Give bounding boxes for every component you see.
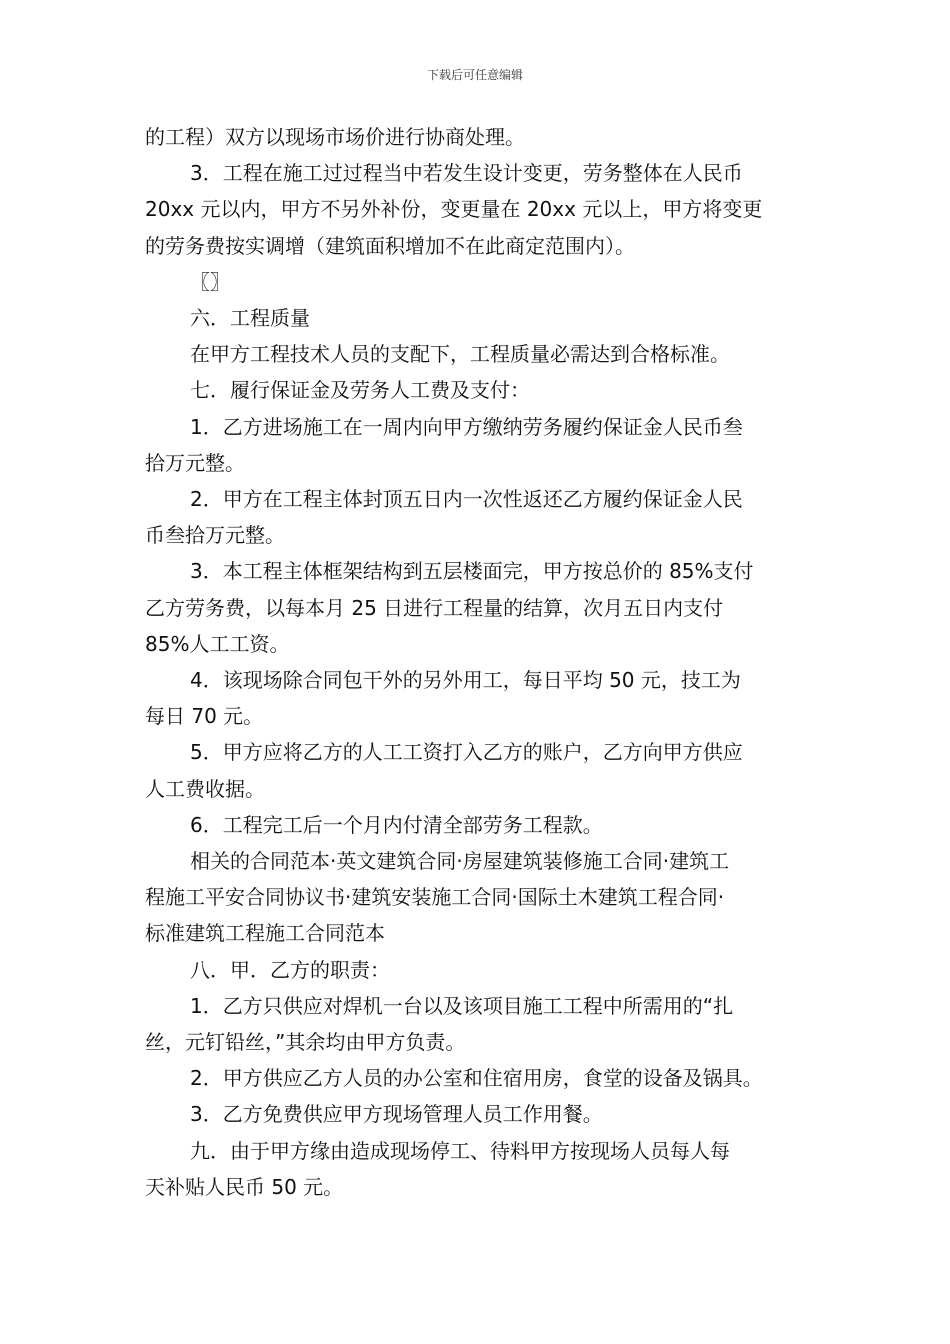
section-heading: 六．工程质量	[190, 306, 310, 331]
text-line: 6．工程完工后一个月内付清全部劳务工程款。	[190, 812, 603, 837]
text-line: 程施工平安合同协议书·建筑安装施工合同·国际土木建筑工程合同·	[145, 885, 725, 910]
text-line: 丝，元钉铅丝，”其余均由甲方负责。	[145, 1030, 466, 1055]
text-line: 20xx 元以内，甲方不另外补份，变更量在 20xx 元以上，甲方将变更	[145, 197, 763, 222]
text-line: 2．甲方在工程主体封顶五日内一次性返还乙方履约保证金人民	[190, 487, 743, 512]
text-line: 相关的合同范本·英文建筑合同·房屋建筑装修施工合同·建筑工	[190, 849, 730, 874]
text-line: 1．乙方进场施工在一周内向甲方缴纳劳务履约保证金人民币叁	[190, 414, 743, 439]
text-line: 乙方劳务费，以每本月 25 日进行工程量的结算，次月五日内支付	[145, 595, 724, 620]
text-line: 5．甲方应将乙方的人工工资打入乙方的账户，乙方向甲方供应	[190, 740, 743, 765]
text-line: 的工程）双方以现场市场价进行协商处理。	[145, 125, 525, 149]
text-line: 在甲方工程技术人员的支配下，工程质量必需达到合格标准。	[190, 342, 730, 367]
text-line: 2．甲方供应乙方人员的办公室和住宿用房，食堂的设备及锅具。	[190, 1066, 763, 1091]
text-line: 3．工程在施工过过程当中若发生设计变更，劳务整体在人民币	[190, 161, 743, 186]
text-line: 85%人工工资。	[145, 631, 290, 656]
text-line: 1．乙方只供应对焊机一台以及该项目施工工程中所需用的“扎	[190, 993, 734, 1018]
section-heading: 八．甲．乙方的职责：	[190, 957, 390, 982]
text-line: 〖〗	[190, 269, 230, 294]
text-line: 拾万元整。	[145, 450, 245, 475]
text-line: 每日 70 元。	[145, 704, 264, 729]
document-body	[145, 119, 825, 1205]
text-line: 3．乙方免费供应甲方现场管理人员工作用餐。	[190, 1102, 603, 1127]
text-line: 天补贴人民币 50 元。	[145, 1174, 344, 1199]
section-heading: 九．由于甲方缘由造成现场停工、待料甲方按现场人员每人每	[190, 1138, 730, 1163]
text-line: 标准建筑工程施工合同范本	[145, 921, 385, 946]
text-line: 3．本工程主体框架结构到五层楼面完，甲方按总价的 85%支付	[190, 559, 754, 584]
text-line: 4．该现场除合同包干外的另外用工，每日平均 50 元，技工为	[190, 668, 741, 693]
text-line: 币叁拾万元整。	[145, 523, 285, 548]
text-line: 人工费收据。	[145, 776, 265, 801]
page-header: 下载后可任意编辑	[426, 68, 523, 82]
section-heading: 七．履行保证金及劳务人工费及支付：	[190, 378, 530, 403]
text-line: 的劳务费按实调增（建筑面积增加不在此商定范围内）。	[145, 233, 635, 258]
